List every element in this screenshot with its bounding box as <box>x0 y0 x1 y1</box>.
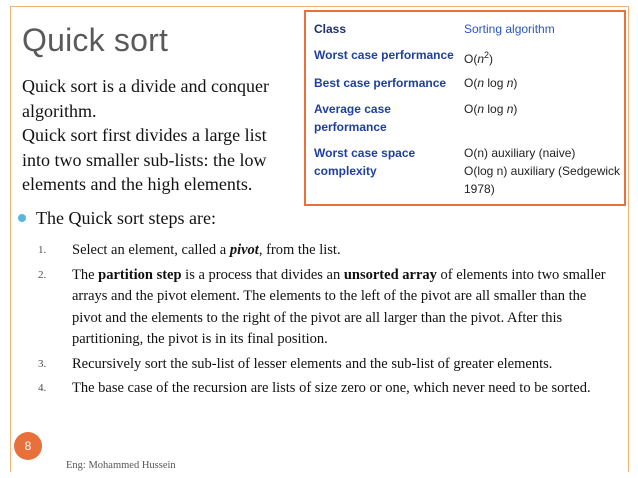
list-item: 1. Select an element, called a pivot, from the list. <box>38 240 618 262</box>
intro-paragraph-1: Quick sort is a divide and conquer algorithm. <box>22 76 269 121</box>
list-item-number: 4. <box>38 382 47 394</box>
list-item <box>38 354 618 376</box>
intro-text <box>22 74 294 197</box>
list-item-text: The base case of the recursion are lists of size zero or one, which never need to be sorted. <box>72 380 591 396</box>
infobox-key[interactable]: Average case performance <box>314 102 391 134</box>
steps-heading <box>18 208 216 229</box>
list-item-text: Recursively sort the sub-list of lesser elements and the sub-list of greater elements. <box>72 355 553 372</box>
list-item-number: 3. <box>38 357 47 370</box>
list-item <box>38 378 618 400</box>
infobox-key[interactable]: Worst case space complexity <box>314 146 416 178</box>
list-item-number: 2. <box>38 268 47 281</box>
list-item: 2. The partition step is a process that divides an unsorted array of elements into two smaller arrays and the pivot element. The elements to the left of the pivot are all smaller than the pivot and the elements to the right of the pivot are all larger than the pivot. After this partitioning, the pivot is in its final position. <box>38 266 606 347</box>
page-number-badge: 8 <box>14 432 42 460</box>
infobox-key[interactable]: Worst case performance <box>314 48 454 62</box>
infobox-key[interactable]: Best case performance <box>314 76 447 90</box>
slide-frame-top <box>10 6 628 7</box>
bullet-icon <box>18 214 26 222</box>
intro-paragraph-2: Quick sort first divides a large list into two smaller sub-lists: the low elements and the high elements. <box>22 125 267 194</box>
infobox-value-line-2: O(log n) auxiliary (Sedgewick 1978) <box>464 164 621 196</box>
infobox-value <box>464 144 624 198</box>
steps-list <box>38 240 618 403</box>
steps-heading-text: The Quick sort steps are: <box>36 208 216 228</box>
infobox-value: O(n log n) <box>464 76 518 90</box>
list-item-number: 1. <box>38 244 47 256</box>
algorithm-properties-table <box>304 10 626 206</box>
infobox-value-link[interactable]: Sorting algorithm <box>464 22 555 36</box>
footer-author: Eng: Mohammed Hussein <box>66 460 176 471</box>
infobox-value: O(n log n) <box>464 102 518 116</box>
infobox-key: Class <box>314 22 347 36</box>
slide-frame-left <box>10 6 11 472</box>
infobox-value-line-1: O(n) auxiliary (naive) <box>464 146 576 160</box>
slide-title: Quick sort <box>22 22 169 58</box>
slide-frame-right <box>628 6 629 472</box>
infobox-value: $O(n^2)$ <box>464 50 494 66</box>
